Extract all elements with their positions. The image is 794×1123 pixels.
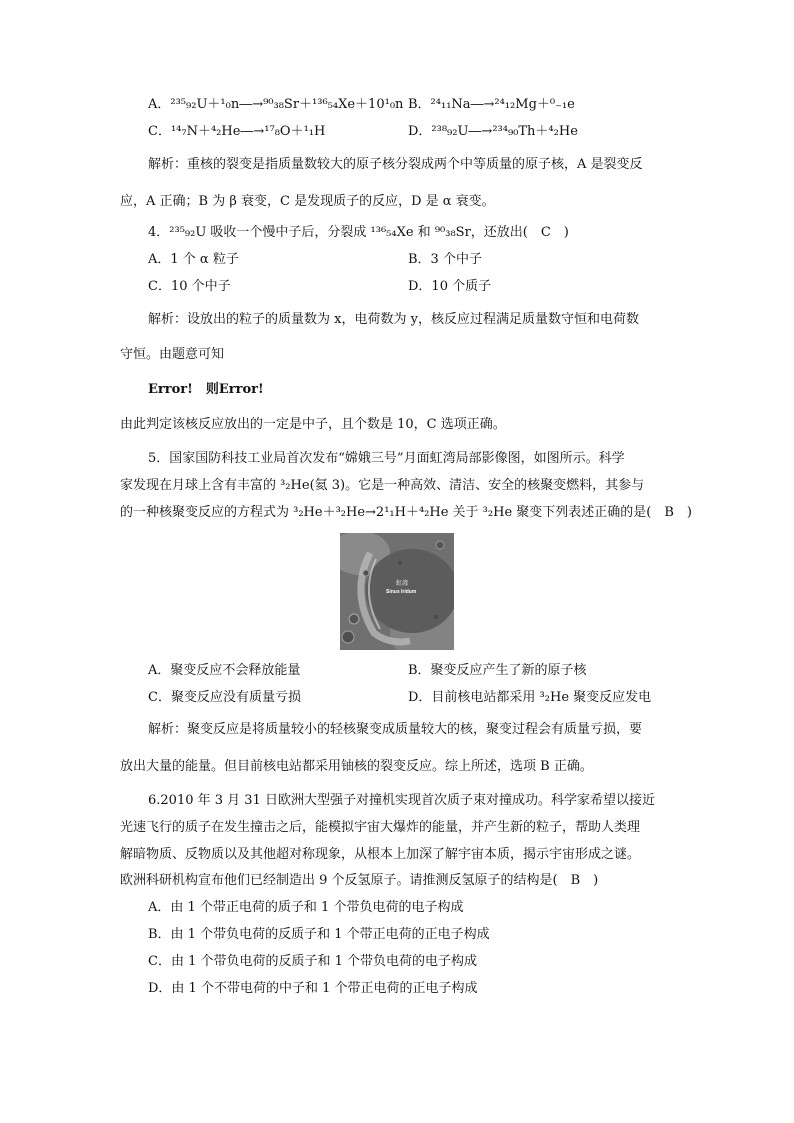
q4-option-b: B．3 个中子 xyxy=(408,252,482,267)
q3-analysis-line2: 应，A 正确；B 为 β 衰变，C 是发现质子的反应，D 是 α 衰变。 xyxy=(120,194,495,209)
q4-analysis-line2: 守恒。由题意可知 xyxy=(120,347,225,362)
q6-option-c: C．由 1 个带负电荷的反质子和 1 个带负电荷的电子构成 xyxy=(148,954,478,969)
q6-stem-line1: 6.2010 年 3 月 31 日欧洲大型强子对撞机实现首次质子束对撞成功。科学家希望以接近 xyxy=(148,793,655,808)
q6-option-d: D．由 1 个不带电荷的中子和 1 个带正电荷的正电子构成 xyxy=(148,981,478,996)
q5-option-c: C．聚变反应没有质量亏损 xyxy=(148,690,301,705)
q4-option-d: D．10 个质子 xyxy=(408,279,492,294)
image-label-cn: 虹湾 xyxy=(396,581,409,587)
q5-analysis-line1: 解析：聚变反应是将质量较小的轻核聚变成质量较大的核，聚变过程会有质量亏损，要 xyxy=(148,722,643,737)
q3-option-c: C．¹⁴₇N＋⁴₂He―→¹⁷₈O＋¹₁H xyxy=(148,124,326,139)
q4-option-a: A．1 个 α 粒子 xyxy=(148,252,239,267)
moon-image xyxy=(340,533,454,650)
q6-option-b: B．由 1 个带负电荷的反质子和 1 个带正电荷的正电子构成 xyxy=(148,927,490,942)
q4-conclusion: 由此判定该核反应放出的一定是中子，且个数是 10，C 选项正确。 xyxy=(120,417,506,432)
q4-error-line: Error! 则Error! xyxy=(148,382,264,397)
q5-option-d: D．目前核电站都采用 ³₂He 聚变反应发电 xyxy=(408,690,652,705)
q5-analysis-line2: 放出大量的能量。但目前核电站都采用铀核的裂变反应。综上所述，选项 B 正确。 xyxy=(120,759,593,774)
q3-option-a: A．²³⁵₉₂U＋¹₀n―→⁹⁰₃₈Sr＋¹³⁶₅₄Xe＋10¹₀n xyxy=(148,97,404,112)
image-label-en: Sinus Iridum xyxy=(386,589,417,595)
q3-analysis-line1: 解析：重核的裂变是指质量数较大的原子核分裂成两个中等质量的原子核，A 是裂变反 xyxy=(148,157,643,172)
q4-stem: 4．²³⁵₉₂U 吸收一个慢中子后，分裂成 ¹³⁶₅₄Xe 和 ⁹⁰₃₈Sr，还放出( C ) xyxy=(148,225,569,240)
q5-stem-line2: 家发现在月球上含有丰富的 ³₂He(氦 3)。它是一种高效、清洁、安全的核聚变燃料，其参与 xyxy=(120,478,645,493)
q3-option-d: D．²³⁸₉₂U―→²³⁴₉₀Th＋⁴₂He xyxy=(408,124,578,139)
q5-stem-line1: 5．国家国防科技工业局首次发布“嫦娥三号”月面虹湾局部影像图，如图所示。科学 xyxy=(148,451,625,466)
q6-option-a: A．由 1 个带正电荷的质子和 1 个带负电荷的电子构成 xyxy=(148,900,464,915)
q6-stem-line3: 解暗物质、反物质以及其他超对称现象，从根本上加深了解宇宙本质，揭示宇宙形成之谜。 xyxy=(120,847,641,862)
q6-stem-line4: 欧洲科研机构宣布他们已经制造出 9 个反氢原子。请推测反氢原子的结构是( B ) xyxy=(120,873,599,888)
q5-option-a: A．聚变反应不会释放能量 xyxy=(148,663,301,678)
q4-analysis-line1: 解析：设放出的粒子的质量数为 x，电荷数为 y，核反应过程满足质量数守恒和电荷数 xyxy=(148,312,639,327)
q5-option-b: B．聚变反应产生了新的原子核 xyxy=(408,663,587,678)
q6-stem-line2: 光速飞行的质子在发生撞击之后，能模拟宇宙大爆炸的能量，并产生新的粒子，帮助人类理 xyxy=(120,820,641,835)
q5-stem-line3: 的一种核聚变反应的方程式为 ³₂He＋³₂He→2¹₁H＋⁴₂He 关于 ³₂He 聚变下列表述正确的是( B ) xyxy=(120,505,692,520)
q4-option-c: C．10 个中子 xyxy=(148,279,231,294)
q3-option-b: B．²⁴₁₁Na―→²⁴₁₂Mg＋⁰₋₁e xyxy=(408,97,575,112)
